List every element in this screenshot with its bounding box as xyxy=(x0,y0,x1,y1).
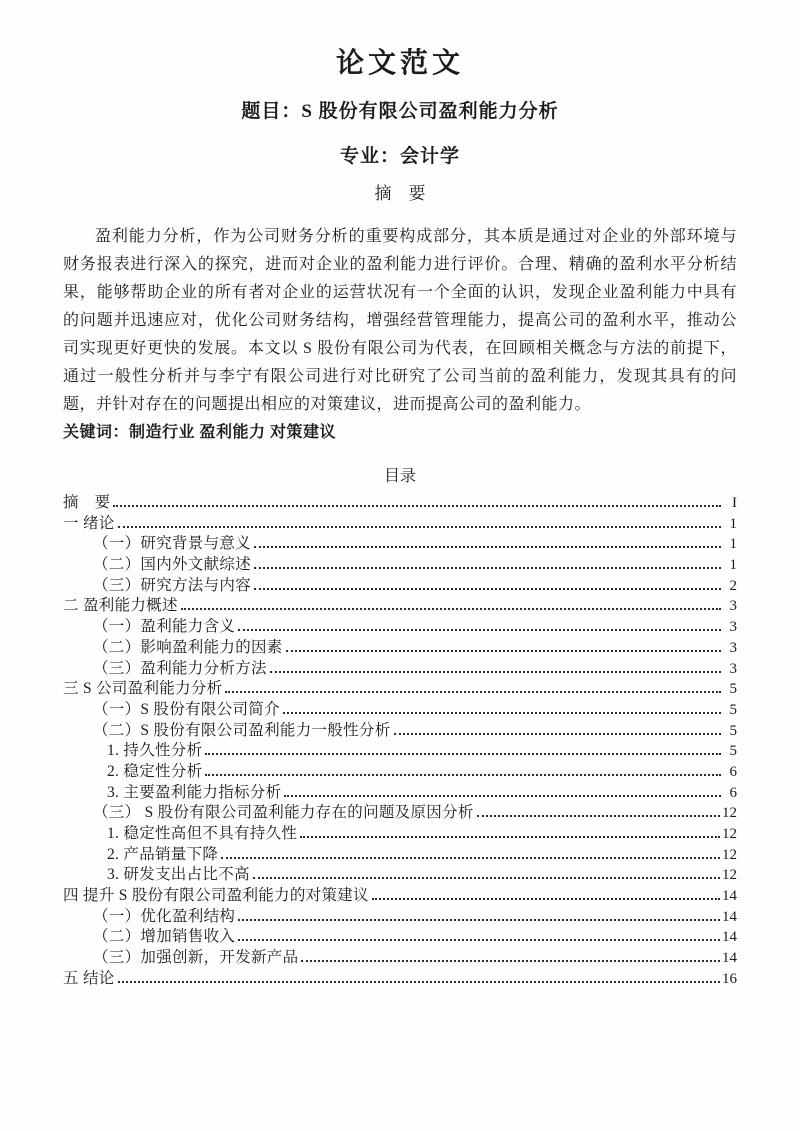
toc-entry xyxy=(63,783,737,804)
toc-dot-leader xyxy=(254,546,721,548)
toc-entry-label: 一 绪论 xyxy=(63,514,115,532)
toc-entry-page-number: 5 xyxy=(729,701,737,718)
keywords-label: 关键词： xyxy=(63,424,130,441)
toc-entry-label: （二）S 股份有限公司盈利能力一般性分析 xyxy=(93,721,391,739)
toc-entry-page-number: 14 xyxy=(722,929,737,946)
toc-entry-label: （三）研究方法与内容 xyxy=(93,576,252,594)
toc-entry-label: 二 盈利能力概述 xyxy=(63,597,178,615)
toc-list xyxy=(63,493,737,990)
toc-entry-page-number: I xyxy=(732,495,737,511)
toc-entry-page-number: 2 xyxy=(729,577,737,594)
toc-dot-leader xyxy=(181,608,721,610)
toc-entry xyxy=(63,679,737,700)
toc-dot-leader xyxy=(477,815,720,817)
toc-dot-leader xyxy=(284,795,721,797)
toc-entry-page-number: 3 xyxy=(729,639,737,656)
toc-entry-label: 3. 研发支出占比不高 xyxy=(107,866,250,884)
toc-entry xyxy=(63,927,737,948)
toc-dot-leader xyxy=(254,567,721,569)
toc-entry-label: （三）盈利能力分析方法 xyxy=(93,659,267,677)
toc-dot-leader xyxy=(238,629,721,631)
toc-entry-page-number: 12 xyxy=(722,846,737,863)
toc-entry-label: （三） S 股份有限公司盈利能力存在的问题及原因分析 xyxy=(93,804,474,822)
toc-entry xyxy=(63,514,737,535)
toc-entry-label: 四 提升 S 股份有限公司盈利能力的对策建议 xyxy=(63,887,369,905)
abstract-paragraph: 盈利能力分析，作为公司财务分析的重要构成部分，其本质是通过对企业的外部环境与财务报表进行深入的探究，进而对企业的盈利能力进行评价。合理、精确的盈利水平分析结果，能够帮助企业的所有者对企业的运营状况有一个全面的认识，发现企业盈利能力中具有的问题并迅速应对，优化公司财务结构，增强经营管理能力，提高公司的盈利水平，推动公司实现更好更快的发展。本文以 S 股份有限公司为代表，在回顾相关概念与方法的前提下，通过一般性分析并与李宁有限公司进行对比研究了公司当前的盈利能力，发现其具有的问题，并针对存在的问题提出相应的对策建议，进而提高公司的盈利能力。 xyxy=(63,228,737,413)
toc-entry xyxy=(63,803,737,824)
toc-entry xyxy=(63,700,737,721)
toc-entry xyxy=(63,555,737,576)
toc-dot-leader xyxy=(394,733,722,735)
toc-entry-label: （二）增加销售收入 xyxy=(93,928,236,946)
toc-entry-label: （二）影响盈利能力的因素 xyxy=(93,638,283,656)
toc-entry xyxy=(63,948,737,969)
toc-dot-leader xyxy=(372,898,720,900)
toc-entry-page-number: 6 xyxy=(729,784,737,801)
toc-dot-leader xyxy=(118,981,720,983)
toc-entry-page-number: 12 xyxy=(722,805,737,822)
toc-entry-page-number: 12 xyxy=(722,826,737,842)
toc-entry xyxy=(63,969,737,990)
toc-entry xyxy=(63,907,737,928)
toc-entry-label: 五 结论 xyxy=(63,969,115,987)
toc-dot-leader xyxy=(286,650,721,652)
toc-dot-leader xyxy=(205,753,721,755)
toc-entry xyxy=(63,493,737,514)
toc-dot-leader xyxy=(238,939,720,941)
keywords-line xyxy=(63,419,737,447)
toc-entry-page-number: 12 xyxy=(722,867,737,884)
toc-entry-label: （一）优化盈利结构 xyxy=(93,907,236,925)
document-title: 论文范文 xyxy=(335,48,464,79)
toc-entry-page-number: 5 xyxy=(729,722,737,739)
thesis-topic-line: 题目：S 股份有限公司盈利能力分析 xyxy=(241,101,559,122)
toc-entry-page-number: 14 xyxy=(722,908,737,925)
major-line: 专业：会计学 xyxy=(339,146,460,167)
toc-dot-leader xyxy=(301,960,720,962)
toc-entry xyxy=(63,741,737,762)
toc-dot-leader xyxy=(118,526,721,528)
toc-dot-leader xyxy=(221,857,720,859)
toc-dot-leader xyxy=(270,671,721,673)
toc-entry-label: 1. 稳定性高但不具有持久性 xyxy=(107,825,298,842)
toc-dot-leader xyxy=(113,505,721,507)
toc-entry-label: 摘 要 xyxy=(63,494,111,511)
toc-entry-label: （一）盈利能力含义 xyxy=(93,618,236,636)
toc-entry xyxy=(63,638,737,659)
toc-dot-leader xyxy=(254,588,721,590)
toc-heading: 目录 xyxy=(383,468,416,485)
toc-dot-leader xyxy=(238,919,720,921)
toc-entry-page-number: 5 xyxy=(729,681,737,698)
toc-entry-label: （一）研究背景与意义 xyxy=(93,535,252,553)
toc-entry-label: （一）S 股份有限公司简介 xyxy=(93,700,280,718)
toc-entry-label: （三）加强创新，开发新产品 xyxy=(93,949,299,967)
toc-entry-label: 三 S 公司盈利能力分析 xyxy=(63,680,223,698)
toc-entry-page-number: 16 xyxy=(722,970,737,987)
toc-entry-page-number: 3 xyxy=(729,598,737,615)
toc-entry-label: 3. 主要盈利能力指标分析 xyxy=(107,783,282,801)
keywords-text: 制造行业 盈利能力 对策建议 xyxy=(129,424,337,441)
toc-entry-page-number: 3 xyxy=(729,660,737,677)
toc-entry-label: 2. 产品销量下降 xyxy=(107,845,219,863)
toc-entry xyxy=(63,534,737,555)
toc-entry xyxy=(63,865,737,886)
toc-dot-leader xyxy=(225,691,721,693)
toc-entry xyxy=(63,596,737,617)
toc-dot-leader xyxy=(300,836,720,838)
toc-entry xyxy=(63,659,737,680)
toc-dot-leader xyxy=(283,712,721,714)
toc-dot-leader xyxy=(253,877,720,879)
toc-entry xyxy=(63,617,737,638)
toc-entry xyxy=(63,845,737,866)
toc-entry xyxy=(63,576,737,597)
toc-entry xyxy=(63,886,737,907)
toc-entry-page-number: 5 xyxy=(729,743,737,760)
toc-entry-page-number: 14 xyxy=(722,950,737,967)
toc-entry xyxy=(63,762,737,783)
toc-entry xyxy=(63,721,737,742)
toc-entry-page-number: 6 xyxy=(729,763,737,780)
toc-entry-page-number: 1 xyxy=(729,557,737,574)
toc-entry-page-number: 1 xyxy=(729,515,737,532)
toc-entry xyxy=(63,824,737,845)
abstract-heading: 摘 要 xyxy=(374,184,426,203)
toc-entry-page-number: 1 xyxy=(729,536,737,553)
toc-entry-label: 1. 持久性分析 xyxy=(107,742,203,760)
toc-dot-leader xyxy=(205,774,721,776)
toc-entry-label: （二）国内外文献综述 xyxy=(93,556,252,574)
toc-entry-page-number: 3 xyxy=(729,619,737,636)
toc-entry-label: 2. 稳定性分析 xyxy=(107,762,203,780)
toc-entry-page-number: 14 xyxy=(722,888,737,905)
